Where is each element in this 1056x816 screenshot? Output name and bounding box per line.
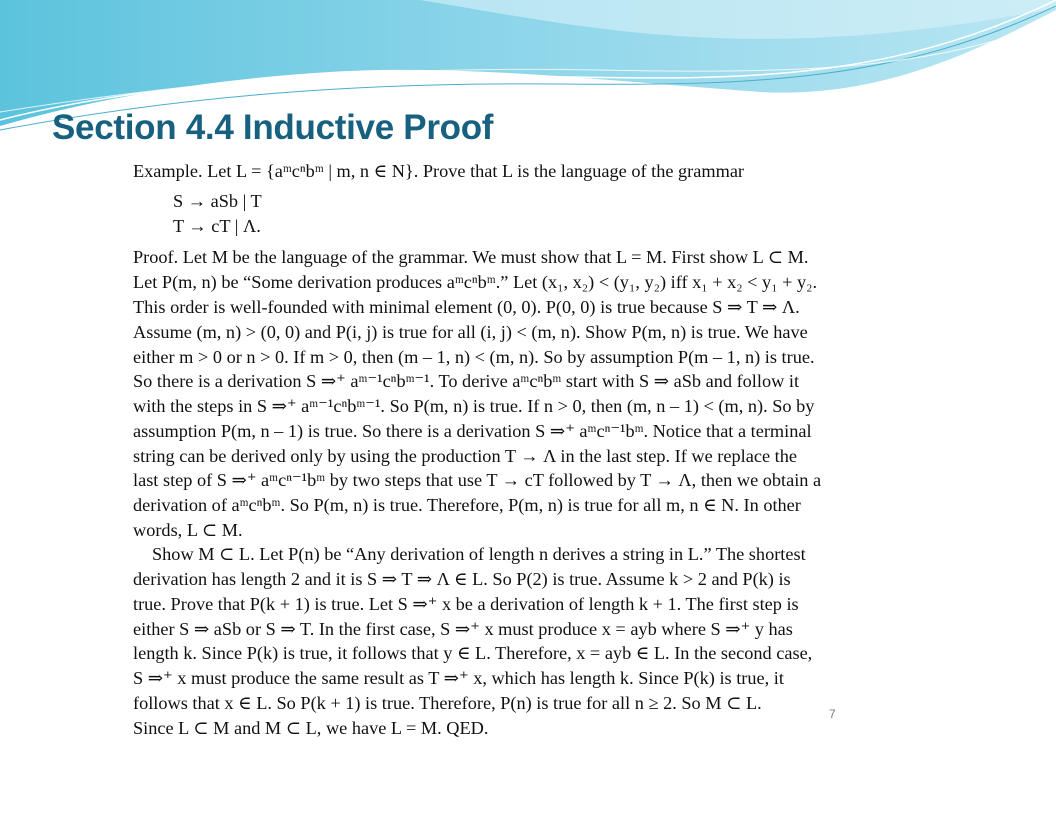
text-line: assumption P(m, n – 1) is true. So there is a derivation S ⇒⁺ aᵐcⁿ⁻¹bᵐ. Notice that a terminal — [133, 421, 812, 441]
text-line: either S ⇒ aSb or S ⇒ T. In the first case, S ⇒⁺ x must produce x = ayb where S ⇒⁺ y has — [133, 619, 793, 639]
text-line: Let P(m, n) be “Some derivation produces aᵐcⁿbᵐ.” Let (x₁, x₂) < (y₁, y₂) iff x₁ + x₂ < y₁ + y₂. — [133, 272, 818, 292]
text-line: Example. Let L = {aᵐcⁿbᵐ | m, n ∈ N}. Prove that L is the language of the grammar — [133, 161, 745, 181]
text-line: This order is well-founded with minimal element (0, 0). P(0, 0) is true because S ⇒ T ⇒ Λ. — [133, 297, 800, 317]
text-line: string can be derived only by using the production T → Λ in the last step. If we replace the — [133, 446, 797, 466]
text-line: last step of S ⇒⁺ aᵐcⁿ⁻¹bᵐ by two steps that use T → cT followed by T → Λ, then we obtain a — [133, 470, 822, 490]
text-line: derivation has length 2 and it is S ⇒ T ⇒ Λ ∈ L. So P(2) is true. Assume k > 2 and P(k) is — [133, 569, 791, 589]
text-line: with the steps in S ⇒⁺ aᵐ⁻¹cⁿbᵐ⁻¹. So P(m, n) is true. If n > 0, then (m, n – 1) < (m, n). So by — [133, 396, 815, 416]
text-line: Assume (m, n) > (0, 0) and P(i, j) is true for all (i, j) < (m, n). Show P(m, n) is true. We have — [133, 322, 808, 342]
grammar-rule-t: T → cT | Λ. — [173, 216, 261, 236]
proof-text-panel — [130, 158, 888, 740]
slide-title: Section 4.4 Inductive Proof — [52, 108, 494, 147]
text-line: Proof. Let M be the language of the grammar. We must show that L = M. First show L ⊂ M. — [133, 247, 809, 267]
text-line: words, L ⊂ M. — [133, 520, 243, 540]
text-line: length k. Since P(k) is true, it follows that y ∈ L. Therefore, x = ayb ∈ L. In the second case, — [133, 643, 813, 663]
page-number: 7 — [829, 707, 836, 721]
text-line: derivation of aᵐcⁿbᵐ. So P(m, n) is true. Therefore, P(m, n) is true for all m, n ∈ N. In other — [133, 495, 801, 515]
grammar-rule-s: S → aSb | T — [173, 191, 262, 211]
text-line: Show M ⊂ L. Let P(n) be “Any derivation of length n derives a string in L.” The shortest — [152, 544, 806, 564]
text-line: follows that x ∈ L. So P(k + 1) is true. Therefore, P(n) is true for all n ≥ 2. So M ⊂ L. — [133, 693, 762, 713]
text-line: either m > 0 or n > 0. If m > 0, then (m – 1, n) < (m, n). So by assumption P(m – 1, n) is true. — [133, 347, 815, 367]
text-line: S ⇒⁺ x must produce the same result as T ⇒⁺ x, which has length k. Since P(k) is true, it — [133, 668, 784, 688]
text-line: Since L ⊂ M and M ⊂ L, we have L = M. QED. — [133, 718, 489, 738]
text-line: true. Prove that P(k + 1) is true. Let S ⇒⁺ x be a derivation of length k + 1. The first step is — [133, 594, 799, 614]
text-line: So there is a derivation S ⇒⁺ aᵐ⁻¹cⁿbᵐ⁻¹. To derive aᵐcⁿbᵐ start with S ⇒ aSb and follow it — [133, 371, 800, 391]
